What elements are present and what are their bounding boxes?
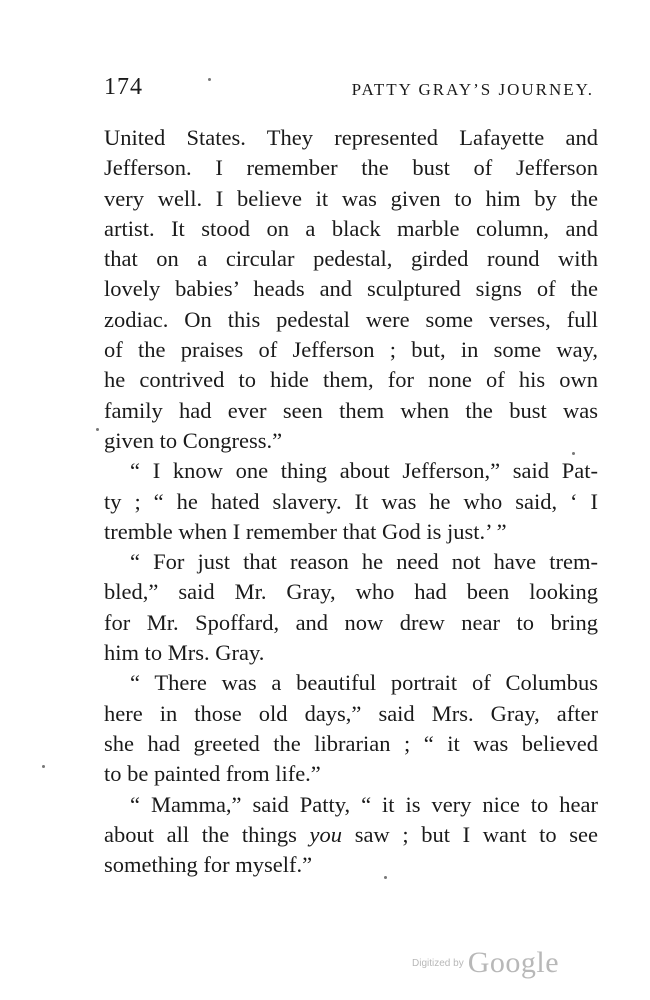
text-line: of the praises of Jefferson ; but, in some way, (104, 337, 598, 363)
text-line: “ Mamma,” said Patty, “ it is very nice to hear (130, 791, 598, 817)
print-speck (208, 78, 211, 81)
print-speck (42, 765, 45, 768)
text-line: family had ever seen them when the bust was (104, 397, 598, 423)
text-line: tremble when I remember that God is just.’ ” (104, 518, 507, 544)
text-line: he contrived to hide them, for none of his own (104, 367, 598, 393)
text-line: “ I know one thing about Jefferson,” said Pat- (130, 458, 598, 484)
google-logo: Google (467, 946, 560, 979)
text-line: very well. I believe it was given to him by the (104, 185, 598, 211)
page-number: 174 (104, 74, 143, 100)
text-line: here in those old days,” said Mrs. Gray, after (104, 700, 598, 726)
print-speck (572, 452, 575, 455)
text-line: given to Congress.” (104, 427, 283, 453)
emphasis-you: you (309, 821, 343, 847)
text-line: something for myself.” (104, 852, 313, 878)
digitized-watermark (412, 946, 559, 980)
digitized-label: Digitized by (412, 958, 464, 969)
text-fragment: saw ; but I want to see (342, 821, 598, 847)
text-line: bled,” said Mr. Gray, who had been looking (104, 579, 598, 605)
text-line: that on a circular pedestal, girded round with (104, 246, 598, 272)
text-line: “ There was a beautiful portrait of Columbus (130, 670, 598, 696)
text-line: lovely babies’ heads and sculptured signs of the (104, 276, 598, 302)
text-line: she had greeted the librarian ; “ it was believed (104, 730, 598, 756)
print-speck (384, 876, 387, 879)
text-line: “ For just that reason he need not have trem- (130, 549, 598, 575)
page-header (104, 74, 594, 104)
text-line: him to Mrs. Gray. (104, 640, 265, 666)
text-line: to be painted from life.” (104, 761, 321, 787)
text-line: zodiac. On this pedestal were some verses, full (104, 306, 598, 332)
print-speck (96, 428, 99, 431)
text-line: Jefferson. I remember the bust of Jefferson (104, 155, 598, 181)
text-line (104, 820, 598, 850)
text-line: for Mr. Spoffard, and now drew near to bring (104, 609, 598, 635)
text-line: artist. It stood on a black marble column, and (104, 215, 598, 241)
body-text (104, 123, 598, 880)
text-line: United States. They represented Lafayette and (104, 125, 598, 150)
text-fragment: about all the things (104, 821, 310, 847)
running-head: PATTY GRAY’S JOURNEY. (351, 80, 594, 99)
text-line: ty ; “ he hated slavery. It was he who said, ‘ I (104, 488, 598, 514)
